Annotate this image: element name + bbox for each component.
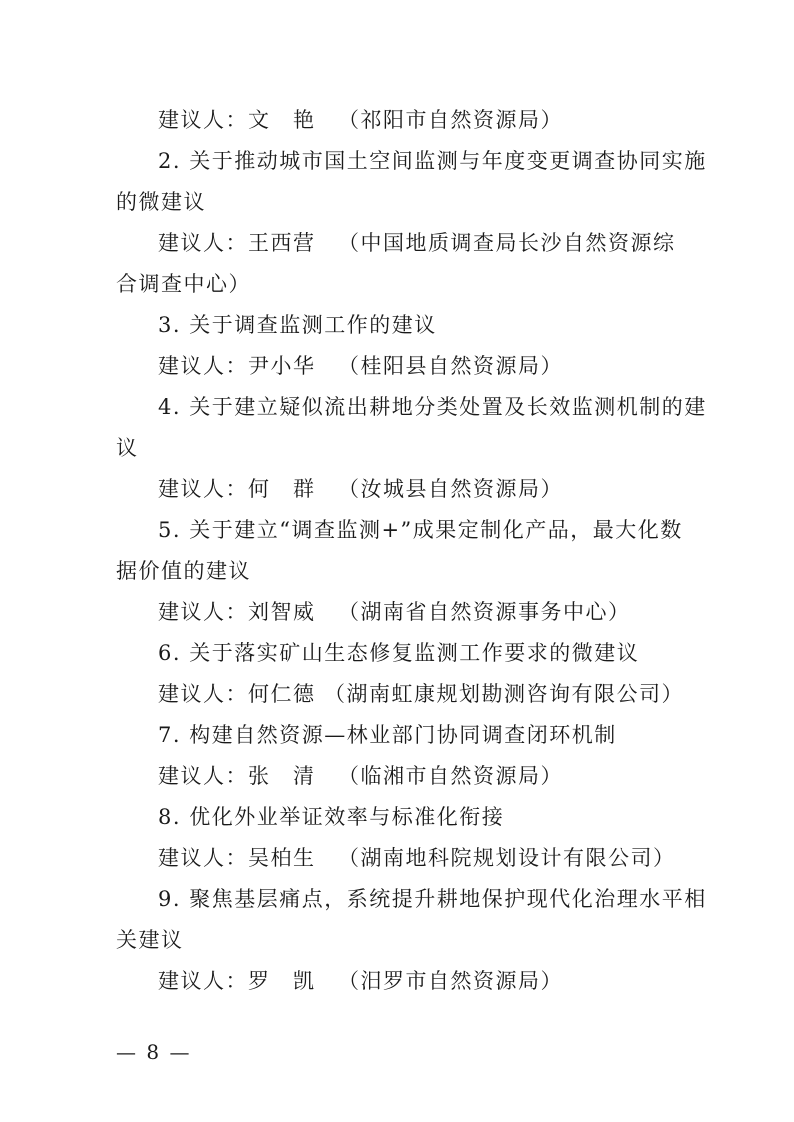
page-number: — 8 — [116, 1040, 192, 1064]
proposer-affiliation: （汨罗市自然资源局） [338, 969, 563, 993]
proposer-line [116, 469, 686, 510]
proposer-affiliation: （中国地质调查局长沙自然资源综 [338, 231, 676, 255]
proposal-title: 2. 关于推动城市国土空间监测与年度变更调查协同实施 [158, 149, 707, 173]
proposal-title-continuation: 关建议 [116, 928, 184, 952]
proposer-name: 罗 凯 [248, 969, 316, 993]
proposer-label: 建议人： [158, 108, 248, 132]
proposer-affiliation: （祁阳市自然资源局） [338, 108, 563, 132]
proposer-label: 建议人： [158, 846, 248, 870]
proposer-label: 建议人： [158, 354, 248, 378]
proposal-title: 6. 关于落实矿山生态修复监测工作要求的微建议 [158, 641, 640, 665]
proposal-title: 5. 关于建立“调查监测+”成果定制化产品，最大化数 [158, 518, 683, 542]
proposal-title-continuation: 的微建议 [116, 190, 206, 214]
proposer-label: 建议人： [158, 764, 248, 788]
proposal-list [116, 100, 707, 1002]
proposer-name: 何仁德 [248, 682, 316, 706]
proposer-affiliation: （湖南地科院规划设计有限公司） [338, 846, 676, 870]
proposer-line [116, 838, 686, 879]
proposer-line [116, 346, 686, 387]
proposer-line [116, 223, 686, 264]
proposal-title: 9. 聚焦基层痛点，系统提升耕地保护现代化治理水平相 [158, 887, 707, 911]
proposer-name: 尹小华 [248, 354, 316, 378]
proposer-line [116, 592, 686, 633]
proposal-title: 4. 关于建立疑似流出耕地分类处置及长效监测机制的建 [158, 395, 707, 419]
proposer-affiliation: （临湘市自然资源局） [338, 764, 563, 788]
proposer-name: 文 艳 [248, 108, 316, 132]
proposer-label: 建议人： [158, 231, 248, 255]
proposer-affiliation: （湖南虹康规划勘测咨询有限公司） [324, 682, 684, 706]
proposer-name: 王西营 [248, 231, 316, 255]
proposer-line [116, 100, 686, 141]
proposer-name: 张 清 [248, 764, 316, 788]
proposer-affiliation: （桂阳县自然资源局） [338, 354, 563, 378]
proposer-label: 建议人： [158, 600, 248, 624]
proposal-title-continuation: 议 [116, 436, 139, 460]
proposer-name: 何 群 [248, 477, 316, 501]
proposer-affiliation: （汝城县自然资源局） [338, 477, 563, 501]
proposal-title: 7. 构建自然资源—林业部门协同调查闭环机制 [158, 723, 617, 747]
proposer-label: 建议人： [158, 477, 248, 501]
proposer-name: 刘智威 [248, 600, 316, 624]
proposer-affiliation: （湖南省自然资源事务中心） [338, 600, 631, 624]
proposal-title-continuation: 据价值的建议 [116, 559, 251, 583]
proposer-label: 建议人： [158, 969, 248, 993]
proposer-line [116, 674, 686, 715]
proposer-label: 建议人： [158, 682, 248, 706]
proposal-title: 8. 优化外业举证效率与标准化衔接 [158, 805, 505, 829]
proposer-name: 吴柏生 [248, 846, 316, 870]
affiliation-continuation: 合调查中心） [116, 272, 251, 296]
proposer-line [116, 961, 686, 1002]
proposal-title: 3. 关于调查监测工作的建议 [158, 313, 437, 337]
proposer-line [116, 756, 686, 797]
